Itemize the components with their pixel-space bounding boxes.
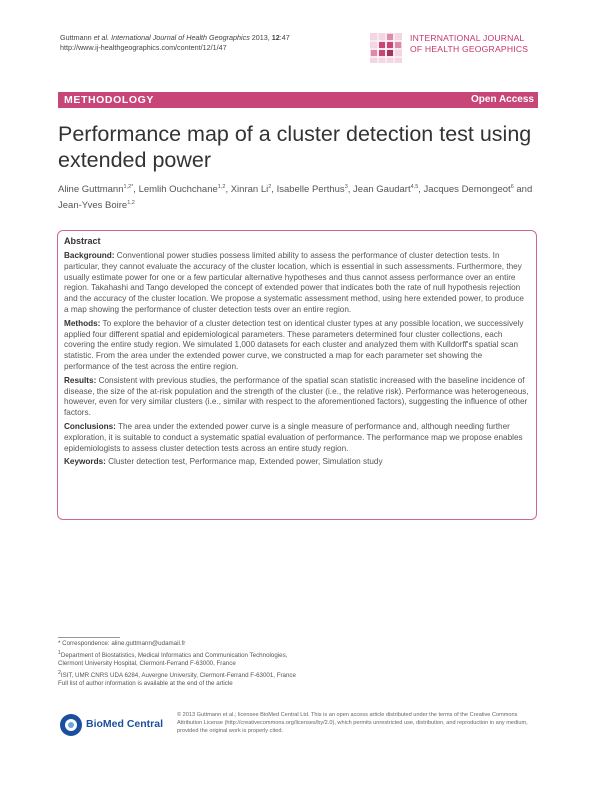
author: Aline Guttmann	[58, 184, 124, 196]
author: Jean-Yves Boire	[58, 199, 128, 211]
license-text: © 2013 Guttmann et al.; licensee BioMed Central Ltd. This is an open access article distributed under the terms of the Creative Commons Attribution License (http://creativecommons.org/licenses/by/2.0), which permits unrestricted use, distribution, and reproduction in any medium, provided the original work is properly cited.	[177, 712, 528, 734]
citation-etal: et al.	[93, 33, 110, 42]
article-title: Performance map of a cluster detection test using extended power	[58, 122, 532, 172]
author: Isabelle Perthus	[276, 184, 345, 196]
publisher-logo	[58, 712, 178, 738]
open-access-label: Open Access	[471, 94, 534, 105]
abstract-conclusions: Conclusions: The area under the extended power curve is a single measure of performance and, although needing further exploration, it is suitable to conduct a systematic spatial evaluation of performance. The performance map we propose enables epidemiologists to assess cluster detection tests across an entire study region.	[64, 421, 523, 453]
abstract-box	[57, 230, 537, 520]
abstract-results: Results: Consistent with previous studies, the performance of the spatial scan statistic increased with the baseline incidence of disease, the size of the at-risk population and the strength of the cluster (i.e., the relative risk). Performance was heterogeneous, however, even for very similar clusters (i.e., similar with respect to the aforementioned factors), suggesting the influence of other factors.	[64, 375, 529, 418]
footnotes	[58, 640, 308, 689]
affiliation-1: $^1$Department of Biostatistics, Medical Informatics and Communication Technologies, Clermont University Hospital, Clermont-Ferrand F-63000, France	[58, 649, 288, 668]
author: Lemlih Ouchchane	[138, 184, 218, 196]
author: Jean Gaudart	[353, 184, 411, 196]
article-url[interactable]: http://www.ij-healthgeographics.com/content/12/1/47	[60, 43, 227, 52]
abstract-heading: Abstract	[64, 236, 101, 246]
citation-journal: International Journal of Health Geographics	[109, 33, 250, 42]
journal-logo	[368, 31, 538, 65]
citation-volume: 12	[271, 33, 280, 42]
citation-authors: Guttmann	[60, 33, 94, 42]
author: Xinran Li	[230, 184, 269, 196]
author: Jacques Demongeot	[423, 184, 511, 196]
publisher-name: BioMed Central	[86, 718, 164, 730]
section-label: METHODOLOGY	[64, 94, 155, 106]
author-list: Aline Guttmann$^{1,2*}$, Lemlih Ouchchane$^{1,2}$, Xinran Li$^2$, Isabelle Perthus$^3$, Jean Gaudart$^{4,5}$, Jacques Demongeot$^6$ and Jean-Yves Boire$^{1,2}$	[58, 184, 533, 211]
citation-header	[60, 33, 290, 53]
author-info-note: Full list of author information is available at the end of the article	[58, 680, 233, 688]
citation-year: 2013,	[249, 33, 272, 42]
abstract-methods: Methods: To explore the behavior of a cluster detection test on identical cluster types at any possible location, we successively applied four different spatial and epidemiological parameters. These parameters determined four cluster collections, each covering the entire study region. We simulated 1,000 datasets for each cluster and analyzed them with Kulldorff's spatial scan statistic. From the area under the extended power curve, we constructed a map for each parameter set showing the performance of the test across the entire region.	[64, 318, 524, 371]
correspondence[interactable]: * Correspondence: aline.guttmann@udamail.fr	[58, 640, 186, 647]
globe-grid-icon	[368, 31, 404, 65]
journal-name: INTERNATIONAL JOURNAL OF HEALTH GEOGRAPHICS	[410, 33, 529, 54]
biomed-central-icon	[58, 712, 84, 738]
abstract-background: Background: Conventional power studies possess limited ability to assess the performance of cluster detection tests. In particular, they cannot evaluate the accuracy of the cluster location, which is essential in such assessments. Furthermore, they usually estimate power for one or a few particular alternative hypotheses and thus cannot assess performance over an entire region. Takahashi and Tango developed the concept of extended power that indicates both the rate of null hypothesis rejection and the accuracy of the cluster location. We propose a systematic assessment method, using here extended power, to produce a map showing the performance of cluster detection tests over an entire region.	[64, 251, 524, 314]
affiliation-2: $^2$ISIT, UMR CNRS UDA 6284, Auvergne University, Clermont-Ferrand F-63001, France	[58, 669, 296, 679]
citation-article: :47	[279, 33, 290, 42]
footnote-divider	[58, 637, 120, 638]
abstract-keywords: Keywords: Cluster detection test, Performance map, Extended power, Simulation study	[64, 457, 383, 467]
section-banner	[58, 92, 538, 108]
